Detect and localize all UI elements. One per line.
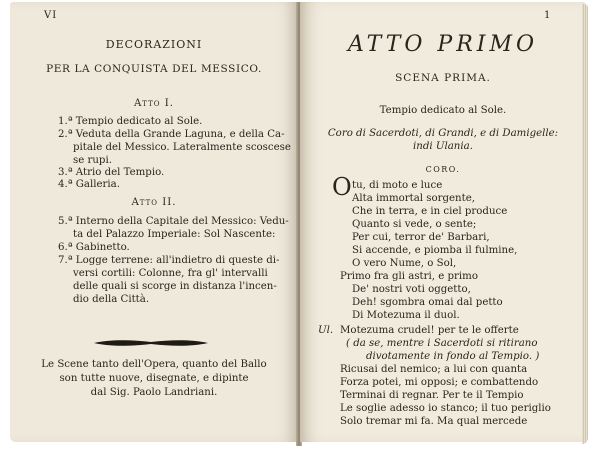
note-line: Le Scene tanto dell'Opera, quanto del Ballo [41,359,267,370]
stage-direction: ( da se, mentre i Sacerdoti si ritirano [346,338,538,349]
scene-line: 7.ª Logge terrene: all'indietro di queste di- [58,255,280,266]
verse-line: Quanto si vede, o sente; [352,219,477,230]
verse-line: Primo fra gli astri, e primo [340,271,478,282]
scene-line: 1.ª Tempio dedicato al Sole. [58,116,203,127]
chorus-intro: indi Ulania. [413,141,473,152]
page-number-left: VI [44,10,58,21]
decorazioni-title: DECORAZIONI [105,38,203,51]
scene-line: 2.ª Veduta della Grande Laguna, e della Ca- [58,129,285,140]
chorus-intro: Coro di Sacerdoti, di Grandi, e di Damigelle: [327,128,559,139]
scene-line: pitale del Messico. Lateralmente scoscese [73,142,291,153]
act1-heading: Atto I. [133,98,175,109]
note-line: dal Sig. Paolo Landriani. [90,387,218,398]
scene-line: 5.ª Interno della Capitale del Messico: Vedu- [58,216,289,227]
scene-line: 6.ª Gabinetto. [58,242,130,253]
speech-line: Forza potei, mi opposi; e combattendo [340,377,539,388]
stage-direction: divotamente in fondo al Tempio. ) [366,351,540,362]
scene-line: se rupi. [73,155,112,166]
speech-line: Motezuma crudel! per te le offerte [340,325,519,336]
verse-line: O vero Nume, o Sol, [352,258,457,269]
speech-line: Le soglie adesso io stanco; il tuo periglio [340,403,551,414]
chorus-label: CORO. [425,165,461,174]
verse-line: Si accende, e piomba il fulmine, [352,245,518,256]
verse-line: Di Motezuma il duol. [352,310,460,321]
drop-cap: O [332,173,352,201]
page-number-right: 1 [544,10,552,21]
right-page [300,2,586,442]
scene-line: delle quali si scorge in distanza l'incen- [73,281,277,292]
scene-title: SCENA PRIMA. [395,72,491,84]
page-edges [582,4,588,444]
scene-line: versi cortili: Colonne, fra gl' intervalli [73,268,268,279]
verse-line: Per cui, terror de' Barbari, [352,232,490,243]
verse-line: Che in terra, e in ciel produce [352,206,508,217]
speech-line: Ricusai del nemico; a lui con quanta [340,364,528,375]
scene-line: 3.ª Atrio del Tempio. [58,167,165,178]
speech-line: Solo tremar mi fa. Ma qual mercede [340,416,528,427]
verse-line: De' nostri voti oggetto, [352,284,471,295]
scene-line: ta del Palazzo Imperiale: Sol Nascente: [73,229,276,240]
verse-line: tu, di moto e luce [352,180,443,191]
ornamental-rule [92,338,210,348]
scene-line: 4.ª Galleria. [58,179,120,190]
left-page [10,2,298,442]
act2-heading: Atto II. [131,197,177,208]
verse-line: Alta immortal sorgente, [352,193,475,204]
speaker-label: Ul. [318,325,334,336]
scene-setting: Tempio dedicato al Sole. [379,105,507,116]
verse-line: Deh! sgombra omai dal petto [352,297,503,308]
decorazioni-subtitle: PER LA CONQUISTA DEL MESSICO. [46,63,262,75]
speech-line: Terminai di regnar. Per te il Tempio [340,390,524,401]
open-book [10,2,588,448]
scene-line: dio della Città. [73,294,150,305]
act-title: ATTO PRIMO [347,32,539,57]
note-line: son tutte nuove, disegnate, e dipinte [59,373,249,384]
